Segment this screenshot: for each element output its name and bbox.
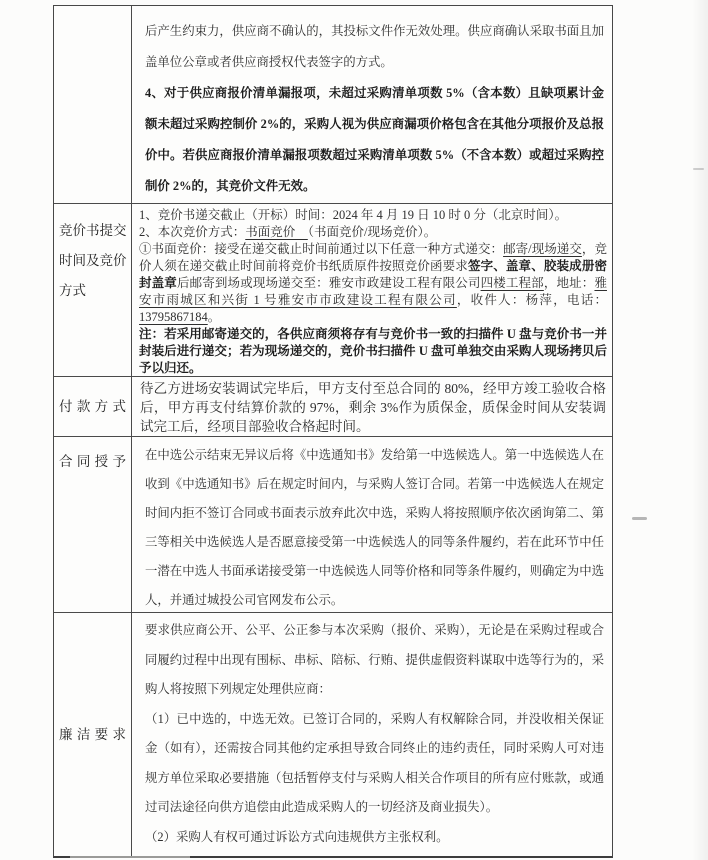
underlined-text: 雅安市雨城区和兴街 1 号雅安市市政建设工程有限公司: [139, 276, 607, 307]
text-run: 要求供应商公开、公平、公正参与本次采购（报价、采购），无论是在采购过程或合同履约过程中出现有围标、串标、陪标、行贿、提供虚假资料谋取中选等行为的，采购人将按照下列规定处理供应商：: [145, 623, 604, 696]
row-header-label: 付款方式: [59, 398, 126, 414]
row-header-label: 时间及竞价: [59, 253, 127, 268]
paragraph: [145, 441, 604, 612]
text-run: 后邮寄到场或现场递交至：雅安市政建设工程有限公司: [176, 276, 481, 290]
row-header: [54, 437, 132, 612]
underlined-text: 四楼工程部: [480, 276, 544, 290]
text-run: 在中选公示结束无异议后将《中选通知书》发给第一中选候选人。第一中选候选人在收到《中选通知书》后在规定时间内，与采购人签订合同。若第一中选候选人在规定时间内拒不签订合同或书面表示放弃此次中选，采购人将按照顺序依次函询第二、第三等相关中选候选人是否愿意接受第一中选候选人的同等条件履约，若在此环节中任一潜在中选人书面承诺接受第一中选候选人同等价格和同等条件履约，则确定为中选人，并通过城投公司官网发布公示。: [145, 448, 604, 607]
procurement-terms-table: [53, 5, 613, 858]
underlined-text: 书面竞价: [245, 225, 308, 239]
row-header-label: 合同授予: [59, 454, 126, 469]
text-run: ，地址：: [543, 276, 595, 290]
paragraph: [145, 78, 604, 202]
row-content: [132, 613, 612, 856]
text-run: 待乙方进场安装调试完毕后，甲方支付至总合同的 80%，经甲方竣工验收合格后，甲方再支付结算价款的 97%，剩余 3%作为质保金，质保金时间从安装调试完工后，经项目部验收合格起时间。: [140, 381, 606, 434]
table-row: [54, 204, 612, 377]
paragraph: [145, 823, 604, 853]
row-header-label: 竞价书提交: [59, 223, 127, 238]
row-content: [132, 6, 612, 203]
paragraph: [139, 326, 607, 376]
table-row: [54, 437, 612, 613]
row-content: [132, 204, 612, 376]
row-header: [54, 377, 132, 436]
paragraph: [145, 16, 604, 78]
text-run: 1、竞价书递交截止（开标）时间：2024 年 4 月 19 日 10 时 0 分（北京时间）。: [139, 208, 568, 222]
table-row: [54, 377, 612, 437]
bold-text: 签字、盖章、胶装成册密封盖章: [139, 259, 607, 290]
row-header: [54, 6, 132, 203]
row-content: [132, 437, 612, 612]
paragraph: [140, 379, 606, 436]
text-run: 后产生约束力，供应商不确认的，其投标文件作无效处理。供应商确认采取书面且加盖单位公章或者供应商授权代表签字的方式。: [145, 24, 604, 69]
row-header-label: 方式: [59, 283, 86, 298]
row-header-label: 廉洁要求: [59, 726, 126, 742]
paragraph: [139, 241, 607, 326]
underlined-text: 邮寄/现场递交: [503, 242, 582, 256]
text-run: 2、本次竞价方式：: [139, 225, 246, 239]
underlined-text: 13795867184: [139, 310, 208, 324]
text-run: ，收件人：杨萍，电话：: [456, 293, 607, 307]
scan-edge-shadow: [692, 0, 708, 860]
paragraph: [145, 705, 604, 823]
text-run: （2）采购人有权可通过诉讼方式向违规供方主张权利。: [145, 829, 449, 844]
scan-artifact: [693, 168, 704, 170]
paragraph: [139, 207, 607, 224]
row-header: [54, 204, 132, 376]
row-header: [54, 613, 132, 856]
paragraph: [139, 224, 607, 241]
table-row: [54, 6, 612, 204]
table-row: [54, 613, 612, 856]
text-run: ，竞价人须在递交截止时间前将竞价书纸质原件按照竞价函要求: [139, 242, 607, 273]
paragraph: [145, 616, 604, 705]
text-run: （1）已中选的，中选无效。已签订合同的，采购人有权解除合同，并没收相关保证金（如有），还需按合同其他约定承担导致合同终止的违约责任，同时采购人可对违规方单位采取必要措施（包括暂停支付与采购人相关合作项目的所有应付账款，或通过司法途径向供方追偿由此造成采购人的一切经济及商业损失）。: [145, 711, 604, 814]
bold-text: 注：若采用邮寄递交的，各供应商须将存有与竞价书一致的扫描件 U 盘与竞价书一并封装后进行递交；若为现场递交的，竞价书扫描件 U 盘可单独交由采购人现场拷贝后予以归还。: [139, 327, 607, 375]
text-run: ①书面竞价：接受在递交截止时间前通过以下任意一种方式递交：: [139, 242, 504, 256]
scan-artifact: [632, 517, 647, 520]
text-run: （书面竞价/现场竞价）。: [307, 225, 437, 239]
text-run: 。: [207, 310, 221, 324]
bold-text: 4、对于供应商报价清单漏报项，未超过采购清单项数 5%（含本数）且缺项累计金额未超过采购控制价 2%的，采购人视为供应商漏项价格包含在其他分项报价及总报价中。若供应商报价清单漏报项数超过采购清单项数 5%（不含本数）或超过采购控制价 2%的，其竞价文件无效。: [145, 86, 604, 193]
row-content: [132, 377, 612, 436]
